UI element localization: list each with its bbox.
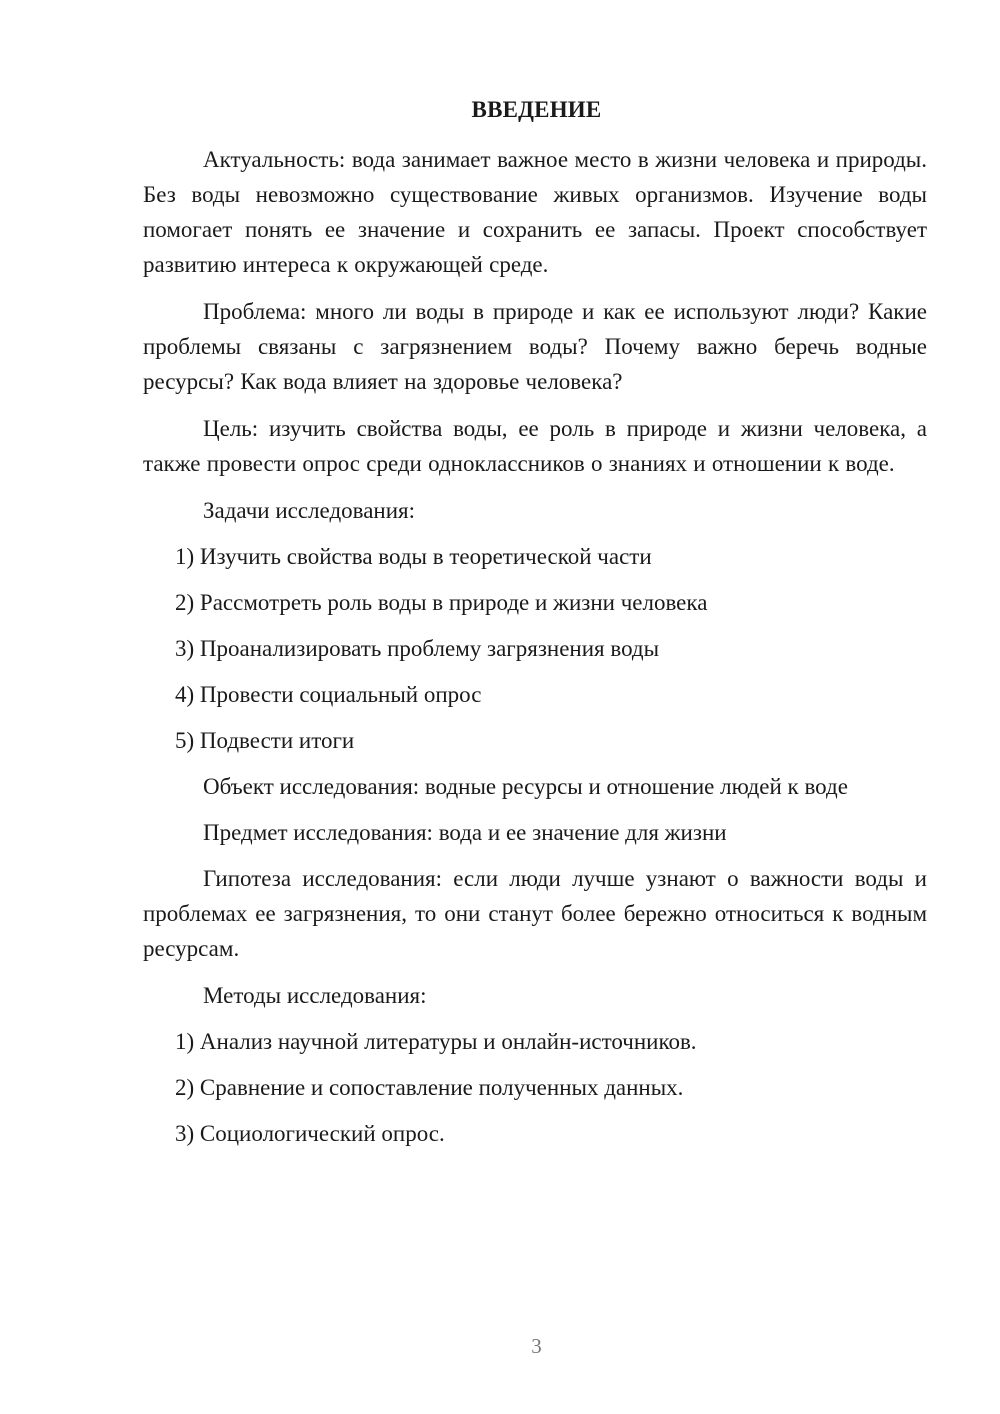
methods-list <box>143 1024 927 1151</box>
list-item: 1) Анализ научной литературы и онлайн-источников. <box>175 1029 697 1054</box>
list-item: 3) Социологический опрос. <box>175 1121 445 1146</box>
problem-paragraph: Проблема: много ли воды в природе и как ее используют люди? Какие проблемы связаны с загрязнением воды? Почему важно беречь водные ресурсы? Как вода влияет на здоровье человека? <box>143 299 927 394</box>
relevance-paragraph: Актуальность: вода занимает важное место в жизни человека и природы. Без воды невозможно существование живых организмов. Изучение воды помогает понять ее значение и сохранить ее запасы. Проект способствует развитию интереса к окружающей среде. <box>143 147 927 277</box>
tasks-list <box>143 539 927 758</box>
hypothesis-paragraph: Гипотеза исследования: если люди лучше узнают о важности воды и проблемах ее загрязнения, то они станут более бережно относиться к водным ресурсам. <box>143 866 927 961</box>
research-subject: Предмет исследования: вода и ее значение для жизни <box>203 820 727 845</box>
page-title: ВВЕДЕНИЕ <box>471 97 602 122</box>
list-item: 1) Изучить свойства воды в теоретической части <box>175 544 652 569</box>
list-item: 4) Провести социальный опрос <box>175 682 482 707</box>
methods-heading: Методы исследования: <box>203 983 427 1008</box>
list-item: 2) Рассмотреть роль воды в природе и жизни человека <box>175 590 708 615</box>
list-item: 3) Проанализировать проблему загрязнения воды <box>175 636 660 661</box>
document-body <box>143 142 927 1162</box>
research-object: Объект исследования: водные ресурсы и отношение людей к воде <box>203 774 848 799</box>
tasks-heading: Задачи исследования: <box>203 498 416 523</box>
list-item: 2) Сравнение и сопоставление полученных данных. <box>175 1075 684 1100</box>
goal-paragraph: Цель: изучить свойства воды, ее роль в природе и жизни человека, а также провести опрос среди одноклассников о знаниях и отношении к воде. <box>143 416 927 476</box>
list-item: 5) Подвести итоги <box>175 728 355 753</box>
page-number: 3 <box>531 1334 542 1358</box>
